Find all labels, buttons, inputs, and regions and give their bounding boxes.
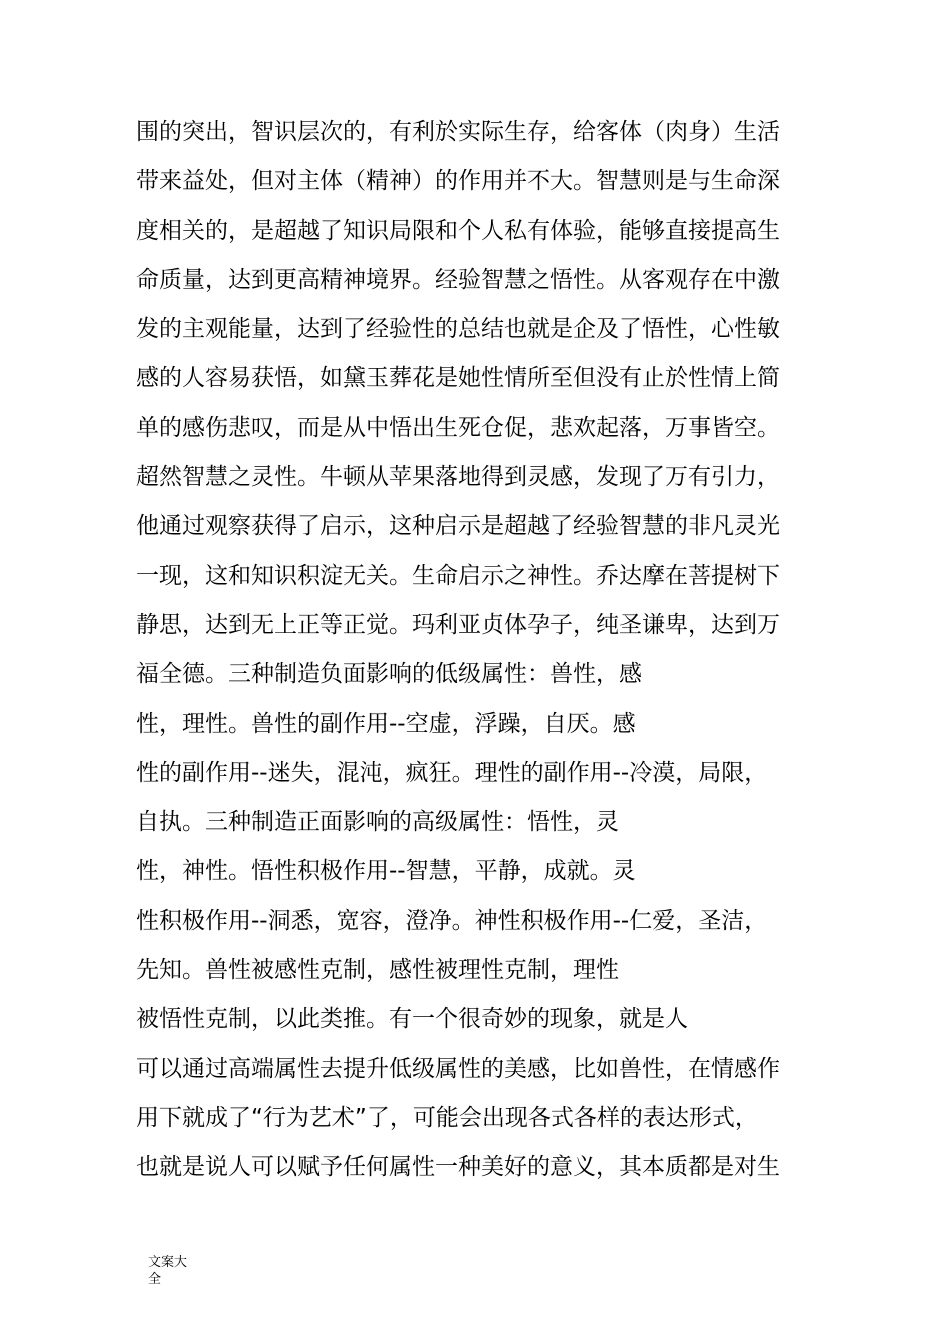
footer-text: 全 [148, 1272, 162, 1287]
footer-text: 文案大 [148, 1255, 188, 1270]
text-line: 单的感伤悲叹，而是从中悟出生死仓促，悲欢起落，万事皆空。 [136, 414, 780, 441]
text-line: 被悟性克制，以此类推。有一个很奇妙的现象，就是人 [136, 1006, 688, 1033]
text-line: 也就是说人可以赋予任何属性一种美好的意义，其本质都是对生 [136, 1154, 780, 1181]
text-line: 先知。兽性被感性克制，感性被理性克制，理性 [136, 957, 619, 984]
text-line: 围的突出，智识层次的，有利於实际生存，给客体（肉身）生活 [136, 119, 780, 145]
text-line: 带来益处，但对主体（精神）的作用并不大。智慧则是与生命深 [136, 168, 780, 195]
text-line: 命质量，达到更高精神境界。经验智慧之悟性。从客观存在中激 [136, 266, 780, 293]
text-line: 可以通过高端属性去提升低级属性的美感，比如兽性，在情感作 [136, 1055, 780, 1082]
text-line: 超然智慧之灵性。牛顿从苹果落地得到灵感，发现了万有引力， [136, 464, 780, 491]
text-line: 性，理性。兽性的副作用--空虚，浮躁，自厌。感 [136, 710, 636, 737]
text-line: 度相关的，是超越了知识局限和个人私有体验，能够直接提高生 [136, 217, 780, 244]
text-line: 性积极作用--洞悉，宽容，澄净。神性积极作用--仁爱，圣洁， [136, 907, 768, 934]
text-line: 一现，这和知识积淀无关。生命启示之神性。乔达摩在菩提树下 [136, 562, 780, 589]
text-line: 静思，达到无上正等正觉。玛利亚贞体孕子，纯圣谦卑，达到万 [136, 611, 780, 638]
text-line: 用下就成了“行为艺术”了，可能会出现各式各样的表达形式， [136, 1104, 758, 1131]
text-line: 自执。三种制造正面影响的高级属性：悟性，灵 [136, 809, 619, 836]
text-line: 他通过观察获得了启示，这种启示是超越了经验智慧的非凡灵光 [136, 513, 780, 540]
text-line: 发的主观能量，达到了经验性的总结也就是企及了悟性，心性敏 [136, 316, 780, 343]
text-line: 感的人容易获悟，如黛玉葬花是她性情所至但没有止於性情上简 [136, 365, 780, 392]
text-line: 福全德。三种制造负面影响的低级属性：兽性，感 [136, 661, 642, 688]
page-footer [148, 1254, 208, 1288]
text-line: 性的副作用--迷失，混沌，疯狂。理性的副作用--冷漠，局限， [136, 759, 768, 786]
body-text [136, 108, 836, 1193]
text-line: 性，神性。悟性积极作用--智慧，平静，成就。灵 [136, 858, 636, 885]
